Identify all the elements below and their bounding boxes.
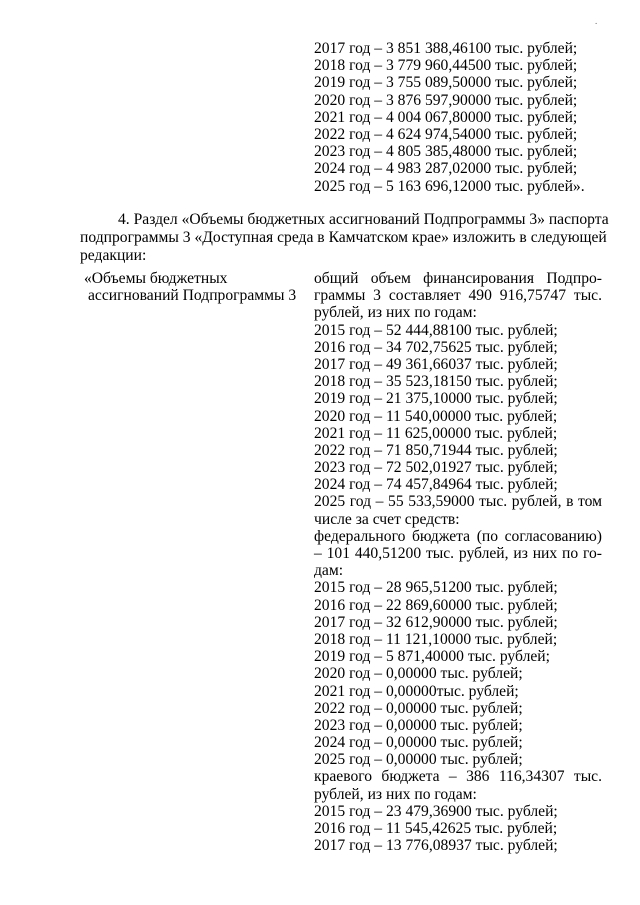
- value-line: 2017 год – 32 612,90000 тыс. рублей;: [314, 613, 558, 631]
- value-line: граммы 3 составляет 490 916,75747 тыс.: [314, 287, 602, 305]
- value-line: 2024 год – 0,00000 тыс. рублей;: [314, 734, 523, 752]
- table-label-cell: [84, 270, 304, 305]
- value-line: 2015 год – 28 965,51200 тыс. рублей;: [314, 579, 558, 597]
- list-item: 2025 год – 5 163 696,12000 тыс. рублей».: [314, 177, 585, 195]
- list-item: 2023 год – 4 805 385,48000 тыс. рублей;: [314, 143, 578, 161]
- value-line: 2017 год – 49 361,66037 тыс. рублей;: [314, 355, 558, 373]
- value-line: 2025 год – 55 533,59000 тыс. рублей, в том: [314, 493, 602, 511]
- value-line: рублей, из них по годам:: [314, 785, 477, 803]
- list-item: 2020 год – 3 876 597,90000 тыс. рублей;: [314, 91, 578, 109]
- label-line: ассигнований Подпрограммы 3: [88, 287, 297, 305]
- value-line: 2023 год – 0,00000 тыс. рублей;: [314, 716, 523, 734]
- value-line: 2016 год – 22 869,60000 тыс. рублей;: [314, 596, 558, 614]
- paragraph-line: 4. Раздел «Объемы бюджетных ассигнований Подпрограммы 3» паспорта: [118, 211, 609, 228]
- list-item: 2019 год – 3 755 089,50000 тыс. рублей;: [314, 74, 578, 92]
- value-line: – 101 440,51200 тыс. рублей, из них по го-: [314, 545, 602, 562]
- value-line: 2018 год – 11 121,10000 тыс. рублей;: [314, 630, 558, 648]
- value-line: 2022 год – 0,00000 тыс. рублей;: [314, 699, 523, 717]
- page-mark: .: [595, 16, 598, 26]
- value-line: 2020 год – 11 540,00000 тыс. рублей;: [314, 407, 558, 425]
- value-line: 2017 год – 13 776,08937 тыс. рублей;: [314, 837, 558, 855]
- list-item: 2018 год – 3 779 960,44500 тыс. рублей;: [314, 57, 578, 75]
- value-line: 2021 год – 0,00000тыс. рублей;: [314, 682, 519, 700]
- value-line: 2025 год – 0,00000 тыс. рублей;: [314, 751, 523, 769]
- paragraph-line: подпрограммы 3 «Доступная среда в Камчатском крае» изложить в следующей: [80, 229, 607, 246]
- value-line: 2023 год – 72 502,01927 тыс. рублей;: [314, 459, 558, 477]
- value-line: 2022 год – 71 850,71944 тыс. рублей;: [314, 441, 558, 459]
- value-line: общий объем финансирования Подпро-: [314, 270, 602, 287]
- value-line: 2016 год – 11 545,42625 тыс. рублей;: [314, 820, 558, 837]
- list-item: 2022 год – 4 624 974,54000 тыс. рублей;: [314, 125, 578, 143]
- value-line: числе за счет средств:: [314, 510, 460, 528]
- value-line: краевого бюджета – 386 116,34307 тыс.: [314, 768, 602, 786]
- value-line: рублей, из них по годам:: [314, 304, 477, 322]
- funding-by-year-list: [314, 40, 614, 195]
- label-line: «Объемы бюджетных: [84, 270, 228, 287]
- value-line: 2019 год – 21 375,10000 тыс. рублей;: [314, 390, 558, 408]
- table-value-cell: [314, 270, 602, 854]
- value-line: 2021 год – 11 625,00000 тыс. рублей;: [314, 424, 558, 442]
- list-item: 2024 год – 4 983 287,02000 тыс. рублей;: [314, 160, 578, 178]
- paragraph-line: редакции:: [80, 247, 147, 264]
- value-line: 2024 год – 74 457,84964 тыс. рублей;: [314, 476, 558, 494]
- value-line: 2020 год – 0,00000 тыс. рублей;: [314, 665, 523, 683]
- value-line: 2015 год – 52 444,88100 тыс. рублей;: [314, 321, 558, 339]
- amendment-paragraph: [80, 211, 609, 265]
- list-item: 2017 год – 3 851 388,46100 тыс. рублей;: [314, 40, 578, 57]
- value-line: 2015 год – 23 479,36900 тыс. рублей;: [314, 802, 558, 820]
- value-line: дам:: [314, 562, 344, 580]
- value-line: 2019 год – 5 871,40000 тыс. рублей;: [314, 648, 550, 666]
- list-item: 2021 год – 4 004 067,80000 тыс. рублей;: [314, 108, 578, 126]
- value-line: федерального бюджета (по согласованию): [314, 527, 602, 545]
- value-line: 2018 год – 35 523,18150 тыс. рублей;: [314, 373, 558, 391]
- value-line: 2016 год – 34 702,75625 тыс. рублей;: [314, 338, 558, 356]
